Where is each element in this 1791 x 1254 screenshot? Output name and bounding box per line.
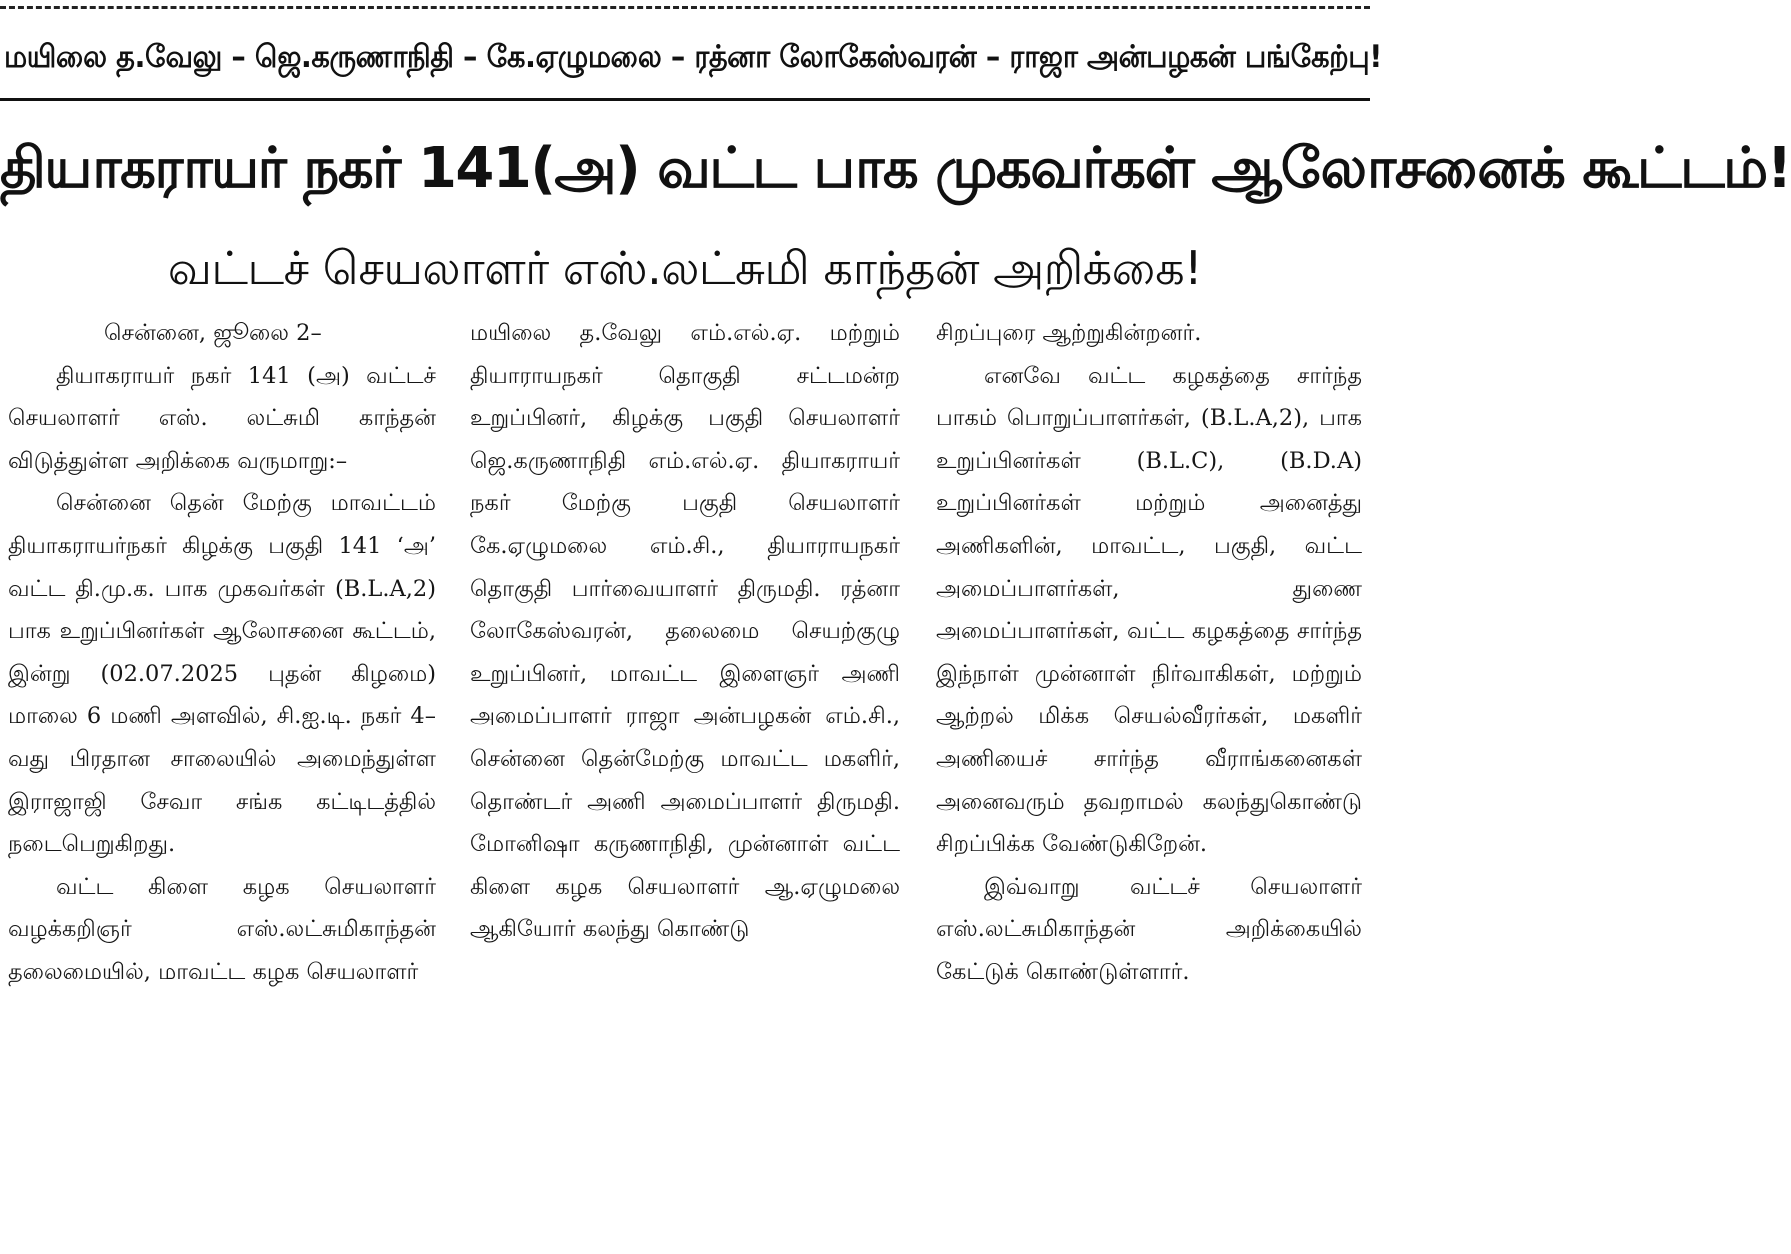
paragraph-guests: மயிலை த.வேலு எம்.எல்.ஏ. மற்றும் தியாராயநகர் தொகுதி சட்டமன்ற உறுப்பினர், கிழக்கு பகுதி செயலாளர் ஜெ.கருணாநிதி எம்.எல்.ஏ. தியாகராயர் நகர் மேற்கு பகுதி செயலாளர் கே.ஏழுமலை எம்.சி., தியாராயநகர் தொகுதி பார்வையாளர் திருமதி. ரத்னா லோகேஸ்வரன், தலைமை செயற்குழு உறுப்பினர், மாவட்ட இளைஞர் அணி அமைப்பாளர் ராஜா அன்பழகன் எம்.சி., சென்னை தென்மேற்கு மாவட்ட மகளிர், தொண்டர் அணி அமைப்பாளர் திருமதி. மோனிஷா கருணாநிதி, முன்னாள் வட்ட கிளை கழக செயலாளர் ஆ.ஏழுமலை ஆகியோர் கலந்து கொண்டு	[470, 320, 900, 943]
article-column-2	[470, 312, 900, 1252]
paragraph-closing: இவ்வாறு வட்டச் செயலாளர் எஸ்.லட்சுமிகாந்தன் அறிக்கையில் கேட்டுக் கொண்டுள்ளார்.	[936, 873, 1362, 985]
strapline: மயிலை த.வேலு – ஜெ.கருணாநிதி – கே.ஏழுமலை – ரத்னா லோகேஸ்வரன் – ராஜா அன்பழகன் பங்கேற்பு!	[4, 39, 1382, 75]
dateline: சென்னை, ஜூலை 2–	[104, 320, 322, 346]
cut-line-divider	[0, 6, 1370, 9]
paragraph-speech: சிறப்புரை ஆற்றுகின்றனர்.	[936, 320, 1202, 346]
paragraph-intro: தியாகராயர் நகர் 141 (அ) வட்டச் செயலாளர் எஸ். லட்சுமி காந்தன் விடுத்துள்ள அறிக்கை வருமாறு:–	[8, 362, 436, 474]
paragraph-leadership: வட்ட கிளை கழக செயலாளர் வழக்கறிஞர் எஸ்.லட்சுமிகாந்தன் தலைமையில், மாவட்ட கழக செயலாளர்	[8, 873, 436, 985]
subheadline: வட்டச் செயலாளர் எஸ்.லட்சுமி காந்தன் அறிக்கை!	[167, 241, 1203, 295]
paragraph-invitation: எனவே வட்ட கழகத்தை சார்ந்த பாகம் பொறுப்பாளர்கள், (B.L.A,2), பாக உறுப்பினர்கள் (B.L.C), (B.D.A) உறுப்பினர்கள் மற்றும் அனைத்து அணிகளின், மாவட்ட, பகுதி, வட்ட அமைப்பாளர்கள், துணை அமைப்பாளர்கள், வட்ட கழகத்தை சார்ந்த இந்நாள் முன்னாள் நிர்வாகிகள், மற்றும் ஆற்றல் மிக்க செயல்வீரர்கள், மகளிர் அணியைச் சார்ந்த வீராங்கனைகள் அனைவரும் தவறாமல் கலந்துகொண்டு சிறப்பிக்க வேண்டுகிறேன்.	[936, 362, 1362, 858]
strapline-rule	[0, 98, 1370, 101]
paragraph-meeting-details: சென்னை தென் மேற்கு மாவட்டம் தியாகராயர்நகர் கிழக்கு பகுதி 141 ‘அ’ வட்ட தி.மு.க. பாக முகவர்கள் (B.L.A,2) பாக உறுப்பினர்கள் ஆலோசனை கூட்டம், இன்று (02.07.2025 புதன் கிழமை) மாலை 6 மணி அளவில், சி.ஐ.டி. நகர் 4–வது பிரதான சாலையில் அமைந்துள்ள இராஜாஜி சேவா சங்க கட்டிடத்தில் நடைபெறுகிறது.	[8, 490, 436, 858]
article-column-1	[8, 312, 436, 1252]
headline: தியாகராயர் நகர் 141(அ) வட்ட பாக முகவர்கள் ஆலோசனைக் கூட்டம்!	[0, 136, 1791, 201]
article-column-3	[936, 312, 1362, 1252]
